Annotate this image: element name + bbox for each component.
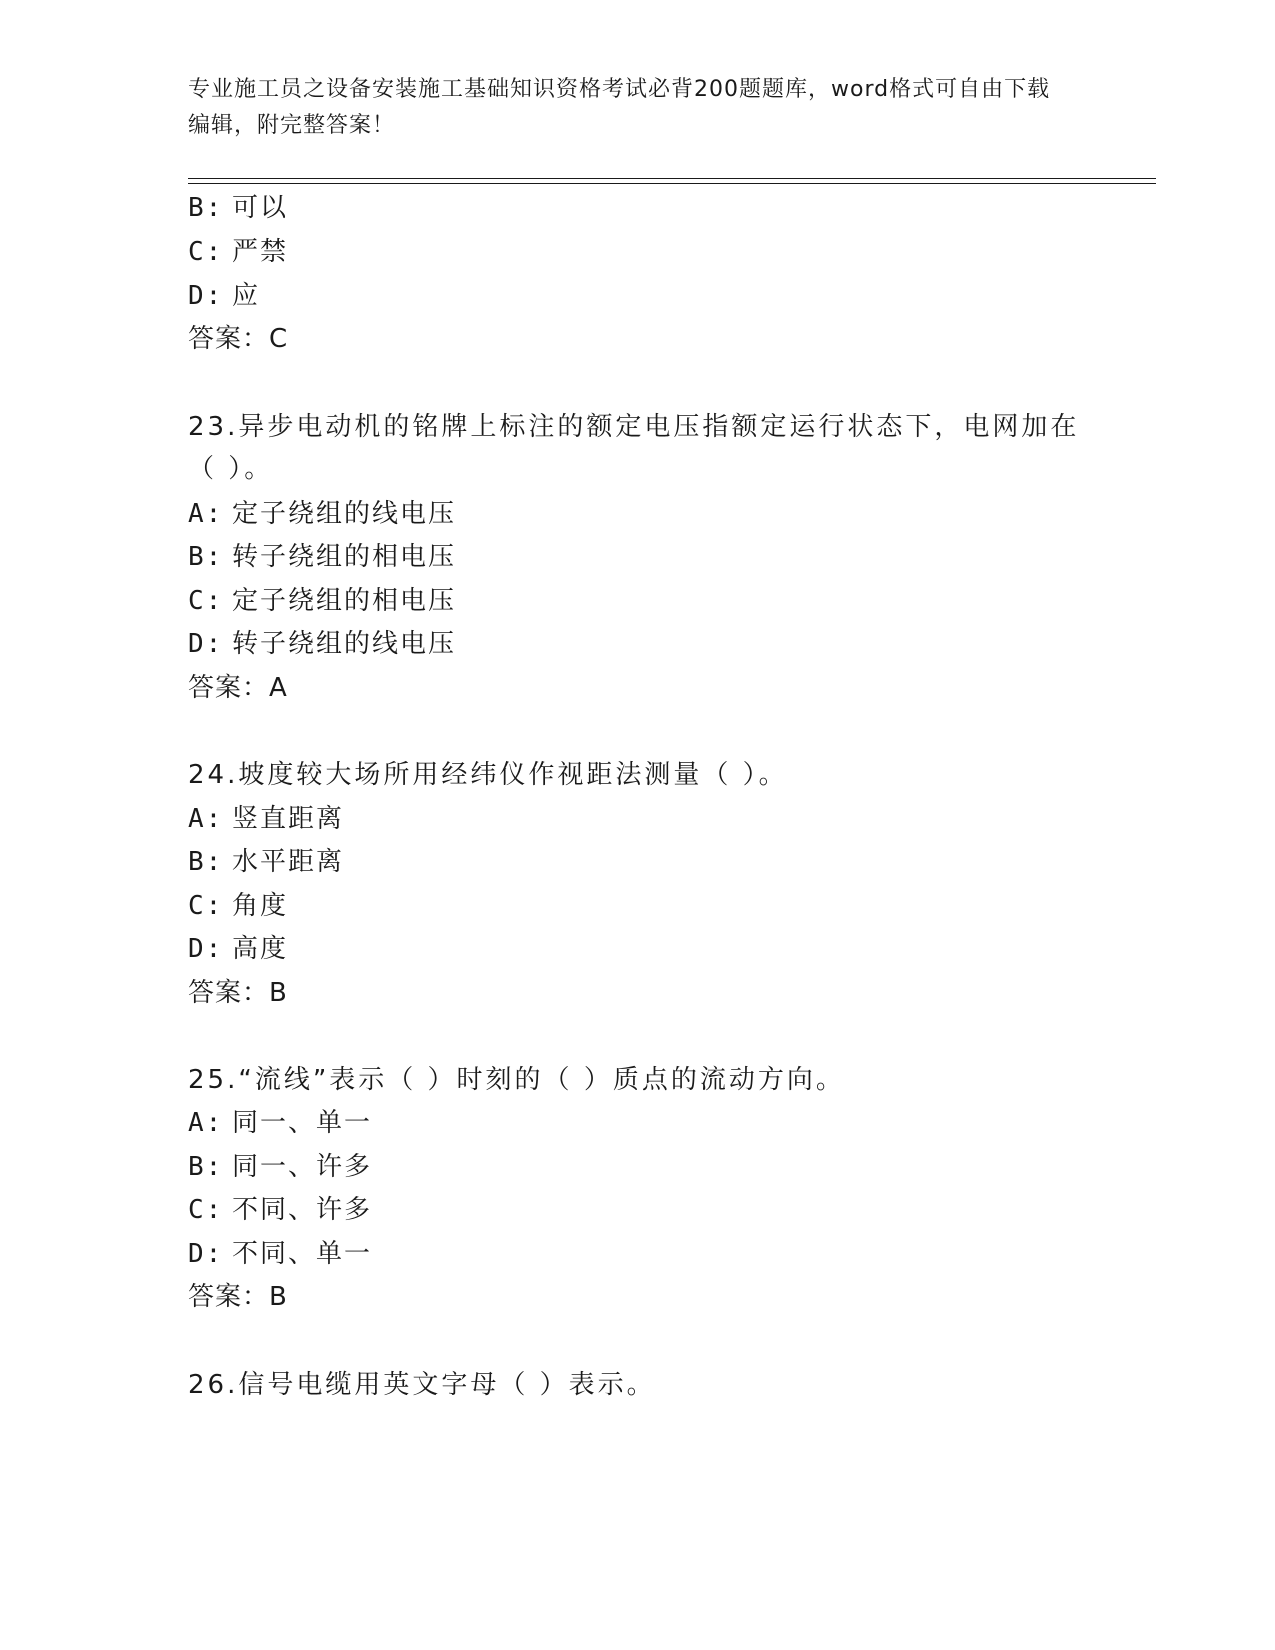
question-stem-continued: （ ）。 [188, 454, 274, 484]
header-divider-top [188, 178, 1156, 179]
page-header: 专业施工员之设备安装施工基础知识资格考试必背200题题库，word格式可自由下载编辑，附完整答案！ [188, 77, 1051, 138]
option-b: B: 转子绕组的相电压 [188, 542, 457, 572]
option-c: C: 定子绕组的相电压 [188, 586, 457, 616]
header-divider-bottom [188, 183, 1156, 184]
option-a: A: 同一、单一 [188, 1108, 373, 1138]
option-d: D: 高度 [188, 934, 289, 964]
answer-line: 答案：B [188, 978, 288, 1008]
question-stem: 24.坡度较大场所用经纬仪作视距法测量（ ）。 [188, 760, 788, 790]
option-d: D: 转子绕组的线电压 [188, 629, 457, 659]
option-d: D: 应 [188, 281, 261, 311]
option-b: B: 水平距离 [188, 847, 345, 877]
question-stem: 23.异步电动机的铭牌上标注的额定电压指额定运行状态下，电网加在 [188, 412, 1080, 442]
option-c: C: 角度 [188, 891, 289, 921]
option-a: A: 竖直距离 [188, 804, 345, 834]
option-c: C: 不同、许多 [188, 1195, 373, 1225]
option-b: B: 同一、许多 [188, 1152, 373, 1182]
option-d: D: 不同、单一 [188, 1239, 373, 1269]
answer-line: 答案：A [188, 673, 288, 703]
option-a: A: 定子绕组的线电压 [188, 499, 457, 529]
question-stem: 26.信号电缆用英文字母（ ）表示。 [188, 1370, 656, 1400]
answer-line: 答案：C [188, 324, 289, 354]
answer-line: 答案：B [188, 1282, 288, 1312]
question-stem: 25.“流线”表示（ ）时刻的（ ）质点的流动方向。 [188, 1065, 845, 1095]
option-c: C: 严禁 [188, 237, 289, 267]
option-b: B: 可以 [188, 193, 289, 223]
